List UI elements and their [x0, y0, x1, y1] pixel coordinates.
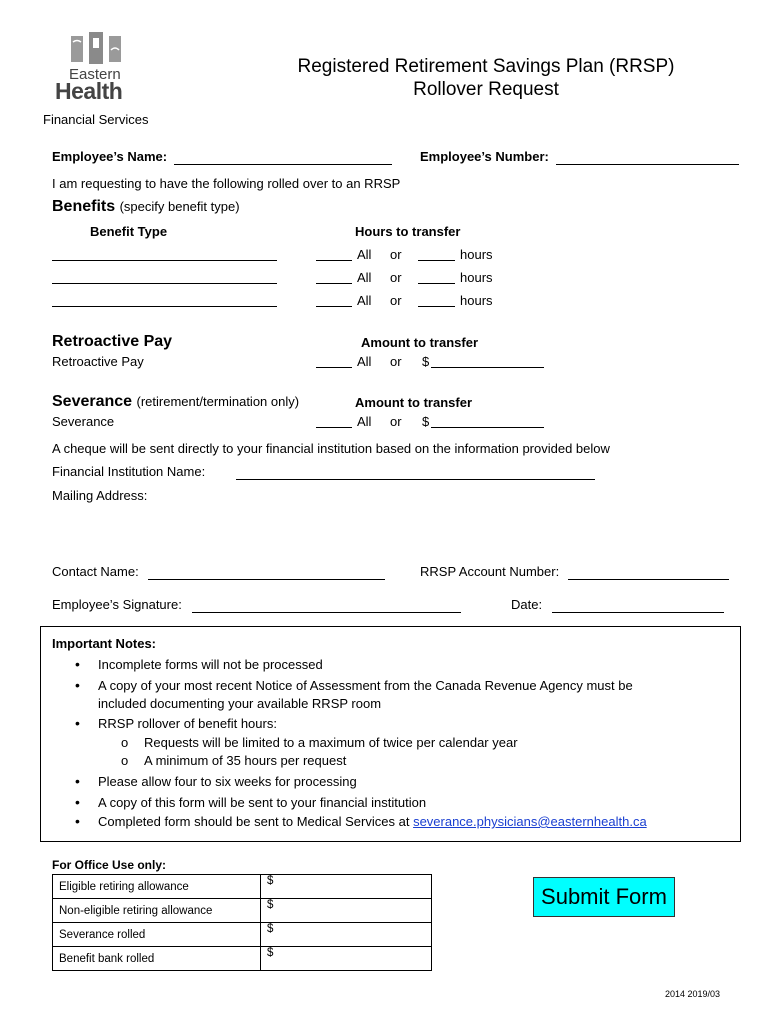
employee-name-field[interactable] [174, 150, 392, 165]
office-use-heading: For Office Use only: [52, 858, 167, 872]
org-name-line1: Eastern [69, 66, 121, 83]
notes-heading: Important Notes: [52, 636, 156, 651]
office-row-label: Benefit bank rolled [53, 947, 261, 971]
benefits-heading: Benefits [52, 198, 116, 215]
office-row-amount[interactable]: $ [261, 899, 432, 923]
sub-bullet-icon: o [121, 753, 129, 768]
office-row-label: Eligible retiring allowance [53, 875, 261, 899]
institution-name-field[interactable] [236, 465, 595, 480]
cheque-note: A cheque will be sent directly to your financial institution based on the information provided below [52, 441, 610, 456]
office-row-amount[interactable]: $ [261, 875, 432, 899]
bullet-icon: • [75, 794, 80, 810]
date-field[interactable] [552, 598, 724, 613]
form-title-line2: Rollover Request [413, 79, 559, 100]
signature-field[interactable] [192, 598, 461, 613]
note-max-twice: Requests will be limited to a maximum of twice per calendar year [144, 735, 518, 750]
form-title-line1: Registered Retirement Savings Plan (RRSP) [297, 56, 675, 77]
benefit-hours-field[interactable] [418, 271, 455, 284]
eastern-health-emblem-icon [69, 30, 125, 66]
benefit-all-field[interactable] [316, 248, 352, 261]
retro-amount-heading: Amount to transfer [361, 335, 478, 350]
retro-all-field[interactable] [316, 355, 352, 368]
mailing-address-label: Mailing Address: [52, 488, 148, 503]
table-row [53, 923, 432, 947]
severance-all-field[interactable] [316, 415, 352, 428]
benefit-all-label: All [357, 247, 372, 262]
benefit-all-label: All [357, 270, 372, 285]
benefit-hours-label: hours [460, 270, 493, 285]
retro-heading: Retroactive Pay [52, 333, 173, 350]
mailing-address-field[interactable] [170, 486, 730, 546]
severance-label: Severance [52, 414, 115, 429]
table-row [53, 947, 432, 971]
logo [55, 30, 137, 102]
note-assessment-line2: included documenting your available RRSP room [98, 696, 382, 711]
benefit-or-label: or [390, 270, 402, 285]
employee-name-label: Employee’s Name: [52, 149, 168, 164]
bullet-icon: • [75, 813, 80, 829]
date-label: Date: [511, 597, 543, 612]
employee-number-field[interactable] [556, 150, 739, 165]
table-row [53, 899, 432, 923]
severance-all-label: All [357, 414, 372, 429]
benefit-type-field[interactable] [52, 271, 277, 284]
benefit-all-label: All [357, 293, 372, 308]
benefit-type-column-header: Benefit Type [90, 224, 168, 239]
note-incomplete-forms: Incomplete forms will not be processed [98, 657, 323, 672]
office-use-table [52, 874, 432, 971]
severance-or-label: or [390, 414, 402, 429]
footer-form-code: 2014 2019/03 [665, 989, 721, 999]
severance-heading: Severance [52, 393, 133, 410]
office-row-label: Non-eligible retiring allowance [53, 899, 261, 923]
institution-name-label: Financial Institution Name: [52, 464, 206, 479]
retro-or-label: or [390, 354, 402, 369]
benefits-heading-row [52, 198, 240, 216]
office-row-amount[interactable]: $ [261, 923, 432, 947]
benefit-all-field[interactable] [316, 294, 352, 307]
benefit-hours-field[interactable] [418, 248, 455, 261]
benefit-or-label: or [390, 293, 402, 308]
org-name-line2: Health [55, 78, 123, 104]
severance-subheading: (retirement/termination only) [136, 394, 300, 409]
retro-currency: $ [422, 354, 430, 369]
department-label: Financial Services [43, 112, 149, 127]
email-link[interactable]: severance.physicians@easternhealth.ca [413, 814, 647, 829]
rrsp-account-field[interactable] [568, 565, 729, 580]
note-min-hours: A minimum of 35 hours per request [144, 753, 347, 768]
bullet-icon: • [75, 715, 80, 731]
note-send-to-text: Completed form should be sent to Medical Services at [98, 814, 410, 829]
table-row [53, 875, 432, 899]
benefit-type-field[interactable] [52, 248, 277, 261]
retro-amount-field[interactable] [431, 355, 544, 368]
severance-amount-heading: Amount to transfer [355, 395, 472, 410]
sub-bullet-icon: o [121, 735, 129, 750]
submit-form-button[interactable]: Submit Form [533, 877, 675, 917]
benefit-or-label: or [390, 247, 402, 262]
rrsp-account-label: RRSP Account Number: [420, 564, 560, 579]
office-row-label: Severance rolled [53, 923, 261, 947]
bullet-icon: • [75, 773, 80, 789]
intro-text: I am requesting to have the following rolled over to an RRSP [52, 176, 401, 191]
employee-number-label: Employee’s Number: [420, 149, 549, 164]
retro-label: Retroactive Pay [52, 354, 144, 369]
signature-label: Employee’s Signature: [52, 597, 182, 612]
note-rollover-hours: RRSP rollover of benefit hours: [98, 716, 277, 731]
form-title [266, 55, 706, 101]
bullet-icon: • [75, 677, 80, 693]
severance-currency: $ [422, 414, 430, 429]
benefit-hours-label: hours [460, 247, 493, 262]
hours-to-transfer-column-header: Hours to transfer [355, 224, 461, 239]
contact-name-field[interactable] [148, 565, 385, 580]
note-copy-sent: A copy of this form will be sent to your financial institution [98, 795, 427, 810]
benefit-hours-label: hours [460, 293, 493, 308]
office-row-amount[interactable]: $ [261, 947, 432, 971]
benefit-all-field[interactable] [316, 271, 352, 284]
severance-heading-row [52, 393, 299, 411]
retro-all-label: All [357, 354, 372, 369]
bullet-icon: • [75, 656, 80, 672]
benefits-subheading: (specify benefit type) [119, 199, 240, 214]
note-send-to [98, 814, 647, 829]
contact-name-label: Contact Name: [52, 564, 139, 579]
note-assessment-line1: A copy of your most recent Notice of Assessment from the Canada Revenue Agency must be [98, 678, 633, 693]
severance-amount-field[interactable] [431, 415, 544, 428]
benefit-hours-field[interactable] [418, 294, 455, 307]
benefit-type-field[interactable] [52, 294, 277, 307]
note-processing-time: Please allow four to six weeks for processing [98, 774, 357, 789]
